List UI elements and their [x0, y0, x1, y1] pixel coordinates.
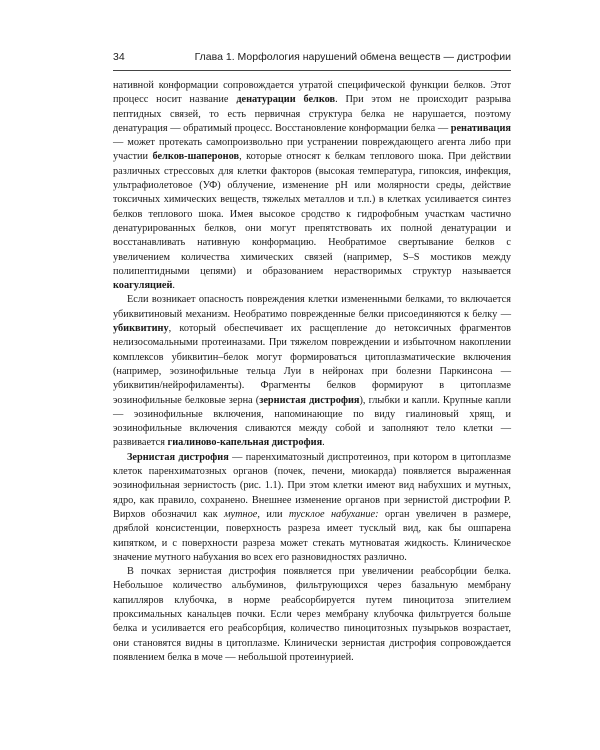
body-text: [113, 79, 511, 665]
term-coagulation: коагуляцией: [113, 280, 173, 292]
paragraph-4: В почках зернистая дистрофия появляется при увеличении реабсорбции белка. Небольшое количество альбуминов, фильтрующихся через базальную мембрану капилляров клубочка, в норме реабсорбируется путем пиноцитоза эпителием проксимальных канальцев почки. Если через мембрану клубочка фильтруется больше белка и усиливается его реабсорбция, количество пиноцитозных пузырьков возрастает, они становятся видны в цитоплазме. Клинически зернистая дистрофия сопровождается появлением белка в моче — небольшой протеинурией.: [113, 566, 511, 663]
paragraph-3: Зернистая дистрофия — паренхиматозный диспротеиноз, при котором в цитоплазме клеток паренхиматозных органов (почек, печени, миокарда) появляется выраженная эозинофильная зернистость (рис. 1.1). При этом клетки имеют вид набухших и мутных, ядро, как правило, сохранено. Внешнее изменение органов при зернистой дистрофии Р. Вирхов обозначил как мутное, или тусклое набухание: орган увеличен в размере, дряблой консистенции, поверхность разреза имеет тусклый вид, как бы ошпарена кипятком, и с поверхности разреза может стекать мутноватая жидкость. Клиническое значение мутного набухания во всех его разновидностях различно.: [113, 451, 511, 563]
term-granular-dystrophy-heading: Зернистая дистрофия: [127, 451, 229, 463]
page-header: [113, 50, 511, 64]
header-rule: [113, 70, 511, 71]
paragraph-1: нативной конформации сопровождается утратой специфической функции белков. Этот процесс носит название денатурации белков. При этом не происходит разрыва пептидных связей, то есть первичная структура белка не нарушается, поэтому денатурация — обратимый процесс. Восстановление конформации белка — ренативация — может протекать самопроизвольно при устранении повреждающего агента либо при участии белков-шаперонов, которые относят к белкам теплового шока. При действии различных стрессовых для клетки факторов (высокая температура, гипоксия, инфекция, ультрафиолетовое (УФ) облучение, изменение pH или молярности среды, действие токсичных химических веществ, тяжелых металлов и т.п.) в клетках усиливается синтез белков теплового шока. Имея высокое сродство к гидрофобным участкам частично денатурированных белков, они могут препятствовать их полной денатурации и восстанавливать нативную конформацию. Необратимое свертывание белков с увеличением количества химических связей (например, S–S мостиков между полипептидными цепями) и образованием нерастворимых структур называется коагуляцией.: [113, 80, 512, 292]
term-renaturation: ренативация: [450, 122, 511, 134]
paragraph-2: Если возникает опасность повреждения клетки измененными белками, то включается убиквитиновый механизм. Необратимо поврежденные белки присоединяются к белку — убиквитину, который обеспечивает их расщепление до нетоксичных фрагментов нелизосомальными протеиназами. При тяжелом повреждении и избыточном накоплении комплексов убиквитин–белок могут формироваться цитоплазматические включения (например, эозинофильные тельца Луи в нейронах при болезни Паркинсона — убиквитин/нейрофиламенты). Фрагменты белков формируют в цитоплазме эозинофильные белковые зерна (зернистая дистрофия), глыбки и капли. Крупные капли — эозинофильные включения, напоминающие по виду гиалиновый хрящ, и эозинофильные включения сливаются между собой и заполняют тело клетки — развивается гиалиново-капельная дистрофия.: [113, 294, 511, 449]
page-number: 34: [113, 51, 125, 63]
term-chaperones: белков-шаперонов: [152, 151, 240, 163]
term-dull-swelling: тусклое набухание:: [288, 508, 379, 520]
running-title: Глава 1. Морфология нарушений обмена веществ — дистрофии: [194, 51, 511, 63]
term-granular-dystrophy: зернистая дистрофия: [259, 394, 360, 406]
term-cloudy: мутное: [223, 508, 258, 520]
term-ubiquitin: убиквитину: [113, 323, 169, 335]
term-denaturation: денатурации белков: [236, 94, 336, 106]
term-hyaline-droplet-dystrophy: гиалиново-капельная дистрофия: [167, 437, 323, 449]
